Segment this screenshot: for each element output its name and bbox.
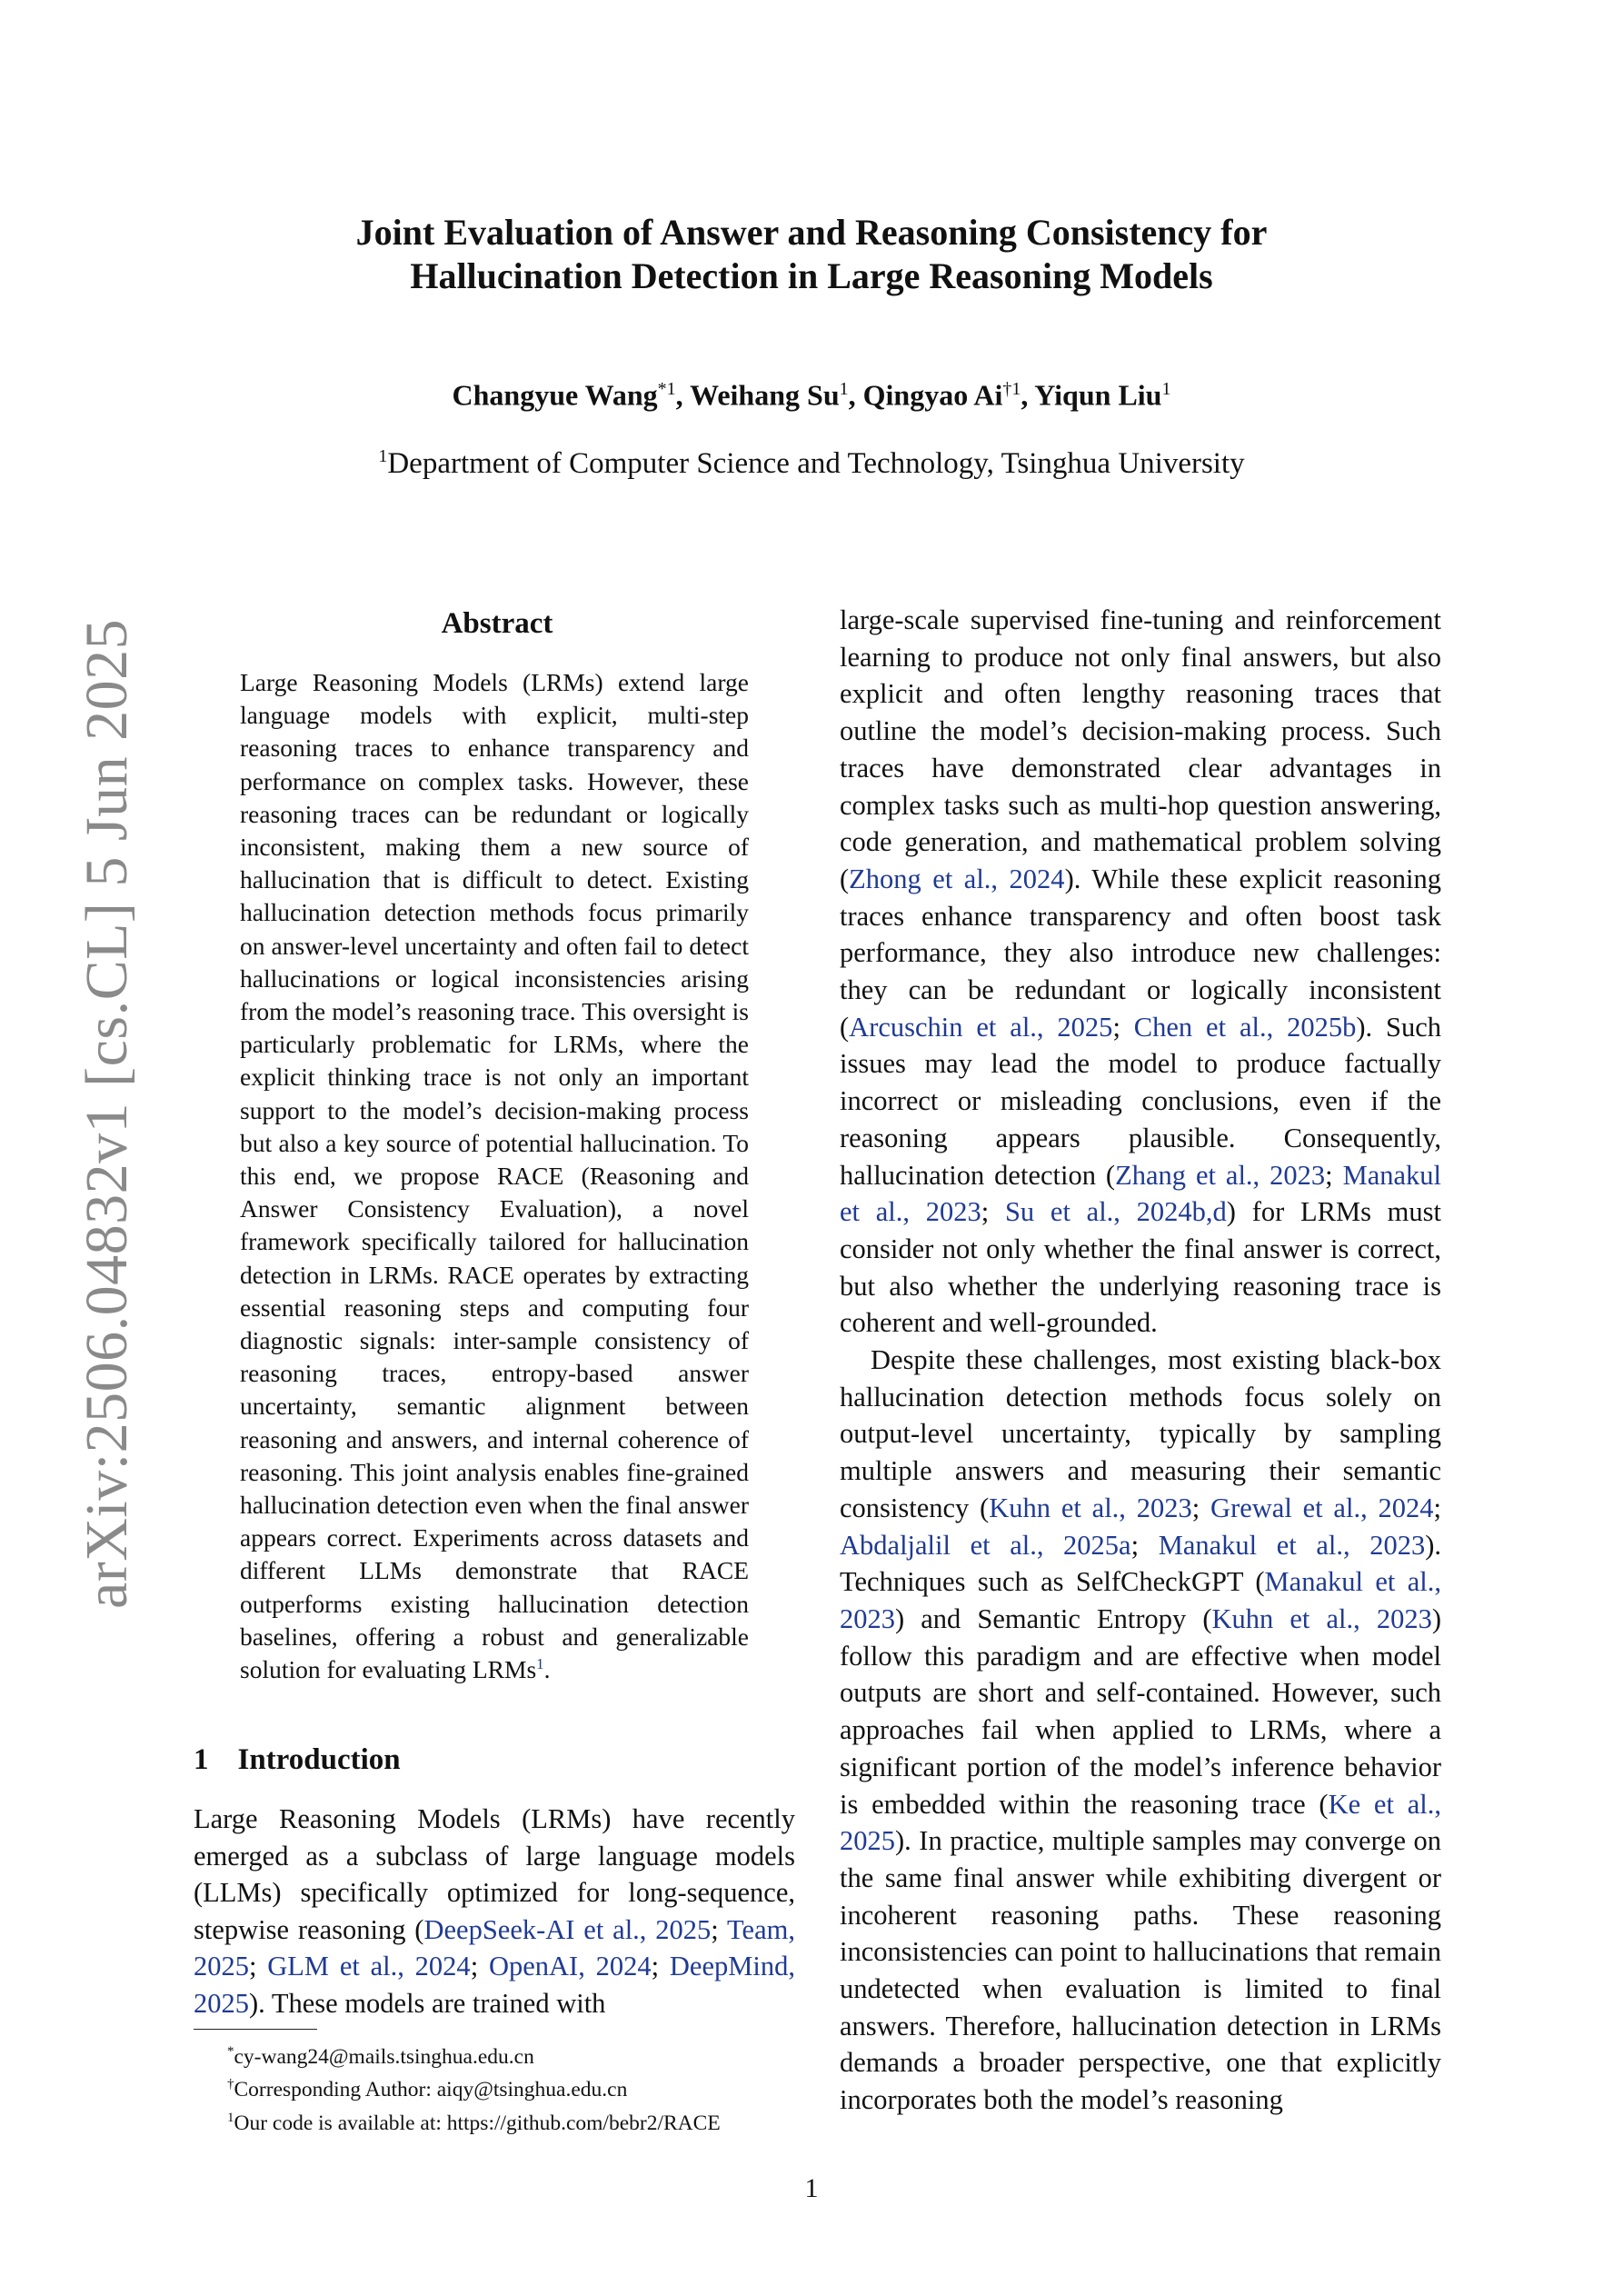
citation-link[interactable]: Grewal et al., 2024 — [1210, 1492, 1434, 1523]
paragraph-text: ; — [470, 1951, 489, 1982]
footnote-mark: 1 — [227, 2110, 234, 2125]
paragraph-text: ; — [1191, 1492, 1211, 1523]
title-line-1: Joint Evaluation of Answer and Reasoning Consistency for — [355, 212, 1268, 253]
citation-link[interactable]: DeepSeek-AI et al., 2025 — [423, 1913, 712, 1945]
paragraph-text: Despite these challenges, most existing black-box hallucination detection methods focus solely on output-level uncertainty, typically by sampling multiple answers and measuring their semantic consistency ( — [840, 1344, 1441, 1523]
citation-link[interactable]: OpenAI, 2024 — [488, 1951, 652, 1982]
footnote-text: Corresponding Author: aiqy@tsinghua.edu.cn — [234, 2078, 628, 2102]
citation-link[interactable]: Su et al., 2024b,d — [1004, 1196, 1227, 1228]
paragraph-text: ; — [711, 1913, 728, 1945]
affiliation — [182, 438, 1441, 482]
citation-link[interactable]: Manakul et al., 2023 — [840, 1159, 1441, 1228]
paragraph-text: ). While these explicit reasoning traces enhance transparency and often boost task performance, they also introduce new challenges: they can be redundant or logically inconsistent ( — [840, 863, 1442, 1043]
paper-title — [182, 211, 1441, 298]
footnote-item — [227, 2038, 809, 2071]
footnote-item — [227, 2104, 809, 2137]
citation-link[interactable]: Manakul et al., 2023 — [1158, 1529, 1426, 1561]
footnote-text: cy-wang24@mails.tsinghua.edu.cn — [234, 2044, 534, 2069]
footnote-item — [227, 2071, 809, 2103]
author-mark: †1 — [1002, 379, 1021, 399]
footnote-rule — [194, 2029, 317, 2030]
paragraph-text: ) and Semantic Entropy ( — [895, 1602, 1212, 1634]
citation-link[interactable]: Zhong et al., 2024 — [849, 863, 1065, 894]
citation-link[interactable]: DeepMind, 2025 — [194, 1951, 795, 2019]
author-name: Qingyao Ai — [862, 378, 1003, 412]
paragraph-text: ; — [1325, 1159, 1343, 1191]
citation-link[interactable]: Zhang et al., 2023 — [1115, 1159, 1326, 1191]
title-line-2: Hallucination Detection in Large Reasoning Models — [410, 255, 1213, 296]
paragraph-text: ; — [981, 1196, 1005, 1228]
paragraph-text: ) for LRMs must consider not only whether the final answer is correct, but also whether the underlying reasoning trace is coherent and well-grounded. — [840, 1196, 1441, 1339]
abstract-text: Large Reasoning Models (LRMs) extend large language models with explicit, multi-step reasoning traces to enhance transparency and performance on complex tasks. However, these reasoning traces can be redundant or logically inconsistent, making them a new source of hallucination that is difficult to detect. Existing hallucination detection methods focus primarily on answer-level uncertainty and often fail to detect hallucinations or logical inconsistencies arising from the model’s reasoning trace. This oversight is particularly problematic for LRMs, where the explicit thinking trace is not only an important support to the model’s decision-making process but also a key source of potential hallucination. To this end, we propose RACE (Reasoning and Answer Consistency Evaluation), a novel framework specifically tailored for hallucination detection in LRMs. RACE operates by extracting essential reasoning steps and computing four diagnostic signals: inter-sample consistency of reasoning traces, entropy-based answer uncertainty, semantic alignment between reasoning and answers, and internal coherence of reasoning. This joint analysis enables fine-grained hallucination detection even when the final answer appears correct. Experiments across datasets and different LLMs demonstrate that RACE outperforms existing hallucination detection baselines, offering a robust and generalizable solution for evaluating LRMs — [240, 668, 749, 1684]
affiliation-mark: 1 — [378, 446, 388, 466]
footnote-ref-link[interactable]: 1 — [536, 1654, 544, 1672]
footnote-mark: † — [227, 2077, 234, 2092]
author-mark: 1 — [1161, 379, 1171, 399]
author-mark: 1 — [839, 379, 849, 399]
paragraph-text: ). In practice, multiple samples may converge on the same final answer while exhibiting divergent or incoherent reasoning paths. These reasoning inconsistencies can point to hallucinations that remain undetected when evaluation is limited to final answers. Therefore, hallucination detection in LRMs demands a broader perspective, one that explicitly incorporates both the model’s reasoning — [840, 1825, 1441, 2116]
citation-link[interactable]: Manakul et al., 2023 — [840, 1566, 1441, 1634]
paragraph-text: large-scale supervised fine-tuning and reinforcement learning to produce not only final answers, but also explicit and often lengthy reasoning traces that outline the model’s decision-making process. Such traces have demonstrated clear advantages in complex tasks such as multi-hop question answering, code generation, and mathematical problem solving ( — [840, 604, 1441, 894]
author-name: Yiqun Liu — [1034, 378, 1162, 412]
intro-paragraph — [194, 1801, 795, 2021]
body-paragraph — [840, 1342, 1441, 2119]
paragraph-text: ) follow this paradigm and are effective when model outputs are short and self-contained. However, such approaches fail when applied to LRMs, where a significant portion of the model’s inference behavior is embedded within the reasoning trace ( — [840, 1602, 1441, 1820]
affiliation-text: Department of Computer Science and Technology, Tsinghua University — [387, 447, 1245, 480]
abstract-end: . — [543, 1655, 551, 1684]
paragraph-text: Large Reasoning Models (LRMs) have recently emerged as a subclass of large language models (LLMs) specifically optimized for long-sequence, stepwise reasoning ( — [194, 1803, 795, 1945]
abstract-heading: Abstract — [441, 607, 553, 640]
page-number: 1 — [804, 2173, 819, 2203]
citation-link[interactable]: Kuhn et al., 2023 — [1211, 1602, 1432, 1634]
section-title: Introduction — [237, 1743, 401, 1776]
citation-link[interactable]: Kuhn et al., 2023 — [989, 1492, 1192, 1523]
paragraph-text: ). Such issues may lead the model to produce factually incorrect or misleading conclusions, even if the reasoning appears plausible. Consequently, hallucination detection ( — [840, 1011, 1442, 1191]
section-number: 1 — [194, 1743, 209, 1776]
paragraph-text: ). These models are trained with — [249, 1987, 606, 2019]
body-paragraph — [840, 602, 1441, 1342]
citation-link[interactable]: Team, 2025 — [194, 1913, 795, 1982]
author-name: Weihang Su — [690, 378, 840, 412]
paragraph-text: ; — [1112, 1011, 1134, 1043]
paragraph-text: ; — [1433, 1492, 1441, 1523]
paragraph-text: ; — [651, 1951, 670, 1982]
footnote-mark: * — [227, 2044, 234, 2059]
paragraph-text: ). Techniques such as SelfCheckGPT ( — [840, 1529, 1442, 1598]
citation-link[interactable]: GLM et al., 2024 — [267, 1951, 471, 1982]
arxiv-stamp: arXiv:2506.04832v1 [cs.CL] 5 Jun 2025 — [74, 618, 140, 1609]
author-name: Changyue Wang — [452, 378, 658, 412]
author-mark: *1 — [657, 379, 676, 399]
paragraph-text: ; — [1130, 1529, 1159, 1561]
citation-link[interactable]: Ke et al., 2025 — [840, 1788, 1441, 1857]
citation-link[interactable]: Arcuschin et al., 2025 — [849, 1011, 1113, 1043]
footnote-text: Our code is available at: https://github.com/bebr2/RACE — [234, 2111, 721, 2135]
abstract-body — [240, 666, 749, 1686]
author-list: Changyue Wang$^{*1}$, Weihang Su$^1$, Qingyao Ai$^{\dagger 1}$, Yiqun Liu$^1$ — [452, 378, 1171, 412]
section-heading — [194, 1742, 401, 1778]
paragraph-text: ; — [249, 1951, 268, 1982]
citation-link[interactable]: Chen et al., 2025b — [1133, 1011, 1357, 1043]
footnotes — [227, 2038, 809, 2137]
right-column — [840, 602, 1441, 2119]
citation-link[interactable]: Abdaljalil et al., 2025a — [840, 1529, 1131, 1561]
